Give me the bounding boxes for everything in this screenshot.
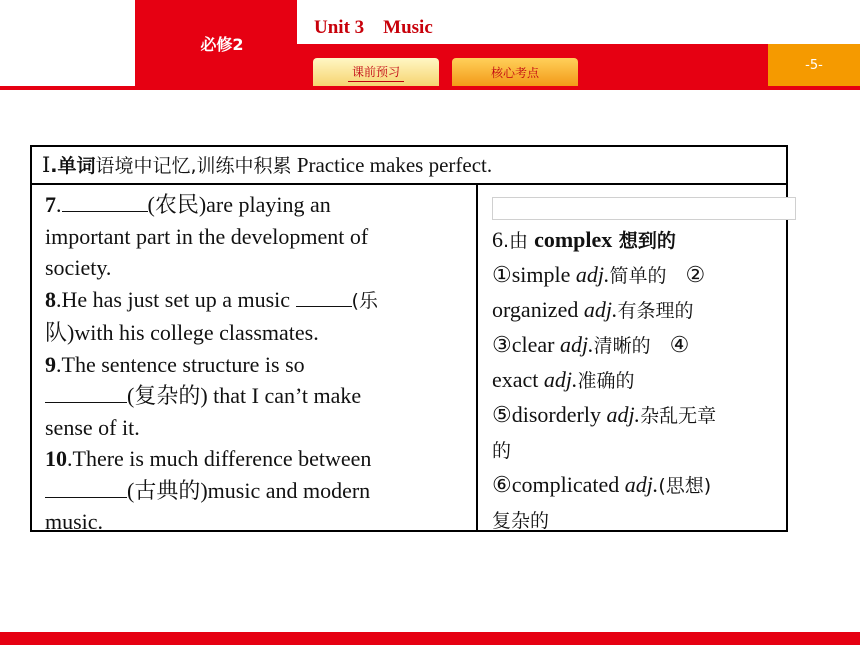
word-family-title: 6.由 complex 想到的 xyxy=(492,227,676,252)
exercise-line: 7. (农民)are playing an xyxy=(45,192,331,217)
exercise-line: 队)with his college classmates. xyxy=(45,320,319,345)
exercise-line: society. xyxy=(45,255,112,280)
section-title: 语境中记忆,训练中积累 xyxy=(95,155,292,177)
word-entry: ①simple adj.简单的 ② xyxy=(492,262,706,287)
book-label: 必修2 xyxy=(200,34,244,54)
exercise-line: (复杂的) that I can’t make xyxy=(45,380,476,412)
word-entry: organized adj.有条理的 xyxy=(492,297,694,322)
header-divider xyxy=(0,86,860,90)
word-family-cell xyxy=(478,185,786,530)
section-numeral: Ⅰ xyxy=(42,153,51,177)
exercise-line: music. xyxy=(45,509,104,534)
footer-bar xyxy=(0,632,860,645)
tab-key-points[interactable] xyxy=(452,58,578,86)
section-title-bold: .单词 xyxy=(50,155,96,177)
book-label-block xyxy=(135,0,297,86)
table-header xyxy=(32,147,786,185)
answer-blank[interactable] xyxy=(45,477,127,498)
exercise-line: 9.The sentence structure is so xyxy=(45,351,305,377)
page-number: -5- xyxy=(768,44,860,86)
word-entry: ③clear adj.清晰的 ④ xyxy=(492,332,690,357)
tab-preview-label: 课前预习 xyxy=(348,63,404,82)
answer-blank[interactable] xyxy=(296,286,352,307)
exercise-line: 10.There is much difference between xyxy=(45,446,372,471)
header-blank-area xyxy=(0,0,135,86)
exercise-line: (古典的)music and modern xyxy=(45,475,476,507)
word-entry: ⑤disorderly adj.杂乱无章 xyxy=(492,402,717,427)
exercise-line: sense of it. xyxy=(45,414,140,440)
word-entry: 的 xyxy=(492,440,512,462)
exercise-line: 8.He has just set up a music (乐 xyxy=(45,286,378,312)
word-entry: exact adj.准确的 xyxy=(492,367,635,392)
exercise-line: important part in the development of xyxy=(45,223,369,249)
answer-blank[interactable] xyxy=(45,382,127,403)
tab-key-points-label: 核心考点 xyxy=(490,65,539,80)
answer-box[interactable] xyxy=(492,197,796,220)
vocabulary-table xyxy=(30,145,788,532)
tab-preview[interactable] xyxy=(313,58,439,86)
exercise-cell xyxy=(32,185,478,534)
unit-title: Unit 3 Music xyxy=(314,17,433,38)
answer-blank[interactable] xyxy=(62,191,148,212)
word-entry: 复杂的 xyxy=(492,510,550,532)
section-motto: Practice makes perfect. xyxy=(296,153,493,177)
word-entry: ⑥complicated adj.(思想) xyxy=(492,472,712,497)
